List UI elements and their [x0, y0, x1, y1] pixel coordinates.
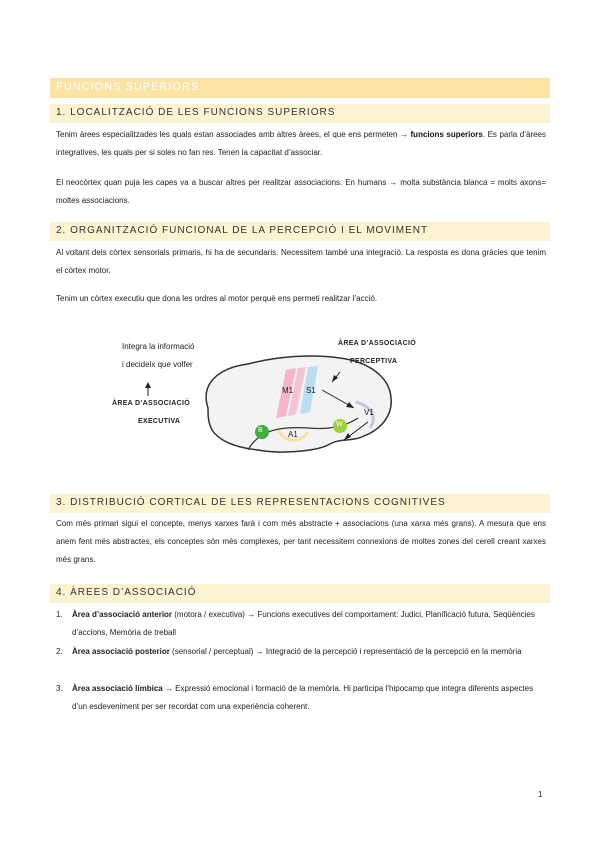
label-w: W	[336, 421, 343, 428]
label-executive-area-line-2: EXECUTIVA	[138, 418, 181, 425]
diagram-note-line-1: Integra la informació	[122, 342, 195, 351]
section-4-heading-bar	[50, 584, 550, 603]
section-4-heading: 4. ÀREES D’ASSOCIACIÓ	[56, 587, 197, 598]
section-2-paragraph-1: Al voltant dels còrtex sensorials primaris, hi ha de secundaris. Necessitem també una integració. La resposta es dona gràcies que tenim el còrtex motor.	[56, 248, 546, 275]
label-executive-area-line-1: ÀREA D’ASSOCIACIÓ	[112, 400, 190, 407]
label-m1: M1	[282, 386, 294, 395]
page-title: FUNCIONS SUPERIORS	[56, 81, 200, 93]
label-perceptual-area-line-2: PERCEPTIVA	[350, 358, 398, 365]
title-banner	[50, 78, 550, 98]
list-item	[56, 606, 546, 642]
list-item	[56, 643, 546, 661]
section-1-heading: 1. LOCALITZACIÓ DE LES FUNCIONS SUPERIORS	[56, 107, 336, 118]
list-item-text: → Expressió emocional i formació de la memòria. Hi participa l’hipocamp que integra diferents aspectes d’un esdeveniment per ser recordat com una experiència coherent.	[72, 684, 534, 711]
section-3-heading-bar	[50, 494, 550, 513]
label-v1: V1	[364, 408, 374, 417]
section-2-heading-bar	[50, 222, 550, 241]
list-item-title: Àrea associació límbica	[72, 684, 163, 693]
list-item-text: (sensorial / perceptual) → Integració de la percepció i representació de la percepció en la memòria	[169, 647, 522, 656]
brain-diagram	[108, 332, 438, 460]
section-2-heading: 2. ORGANITZACIÓ FUNCIONAL DE LA PERCEPCIÓ I EL MOVIMENT	[56, 225, 429, 236]
label-a1: A1	[288, 430, 298, 439]
list-item-number: 3.	[56, 684, 63, 693]
label-s1: S1	[306, 386, 316, 395]
section-1-paragraph-2: El neocòrtex quan puja les capes va a buscar altres per realitzar associacions. En humans → molta substància blanca = molts axons= moltes associacions.	[56, 178, 546, 205]
section-1-paragraph-1: Tenim àrees especialitzades les quals estan associades amb altres àrees, el que ens permeten → funcions superiors. Es parla d’àrees integratives, les quals per si soles no fan res. Tenen la capacitat d’associar.	[56, 130, 547, 157]
list-item-number: 2.	[56, 647, 63, 656]
label-b: B	[258, 427, 263, 434]
list-item-text: (motora / executiva) → Funcions executives del comportament: Judici, Planificació futura, Seqüències d’accions, Memòria de treball	[72, 610, 535, 637]
page-number: 1	[538, 790, 543, 799]
label-perceptual-area-line-1: ÀREA D’ASSOCIACIÓ	[338, 340, 416, 347]
section-3-heading: 3. DISTRIBUCIÓ CORTICAL DE LES REPRESENTACIONS COGNITIVES	[56, 497, 446, 508]
highlight-funcions-superiors: funcions superiors	[410, 130, 483, 139]
list-item-title: Àrea associació posterior	[72, 647, 170, 656]
section-2-paragraph-2: Tenim un còrtex executiu que dona les ordres al motor perquè ens permeti realitzar l’acció.	[56, 294, 378, 303]
diagram-note-line-2: i decideix que volfer	[122, 360, 193, 369]
list-item	[56, 680, 546, 716]
section-1-heading-bar	[50, 104, 550, 123]
list-item-number: 1.	[56, 610, 63, 619]
brain-illustration	[108, 332, 438, 460]
section-3-paragraph-1: Com més primari sigui el concepte, menys xarxes farà i com més abstracte + associacions (una xarxa més grans). A mesura que ens anem fent més abstractes, els conceptes són més complexes, per tant necessitem connexions de moltes zones del cerell creant xarxes més grans.	[56, 519, 546, 564]
list-item-title: Àrea d’associació anterior	[72, 610, 173, 619]
